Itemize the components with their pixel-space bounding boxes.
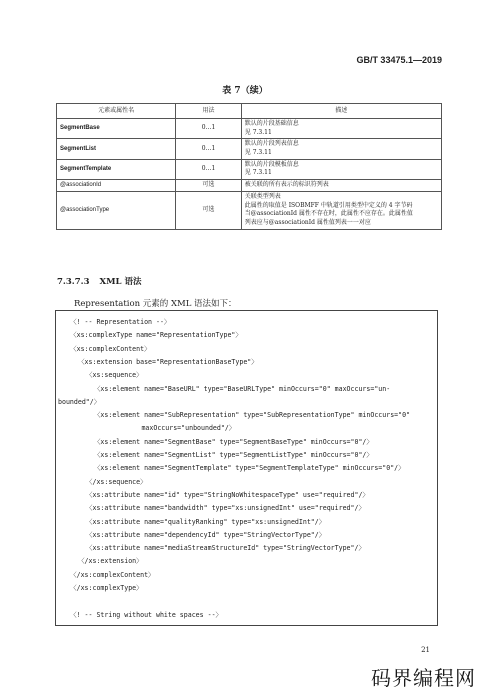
code-line: 〈/xs:complexContent〉 <box>70 570 155 579</box>
table-row <box>57 139 442 159</box>
table-row <box>57 119 442 139</box>
code-line: 〈xs:attribute name="bandwidth" type="xs:unsignedInt" use="required"/〉 <box>70 504 366 513</box>
page-number: 21 <box>421 646 430 654</box>
element-attribute-table <box>56 103 442 230</box>
code-line: maxOccurs="unbounded"/〉 <box>70 424 236 433</box>
row-name: SegmentList <box>57 139 176 159</box>
code-line: 〈xs:element name="BaseURL" type="BaseURLType" minOccurs="0" maxOccurs="un- <box>70 384 391 393</box>
row-description <box>241 191 441 229</box>
document-id: GB/T 33475.1—2019 <box>356 55 442 65</box>
column-header-usage: 用法 <box>176 104 241 119</box>
description-line: 默认的片段模板信息 <box>244 160 299 168</box>
description-line: 此属性的取值是 ISOBMFF 中轨道引用类型中定义的 4 字节码 <box>244 201 413 209</box>
code-line: 〈! -- String without white spaces --〉 <box>70 610 223 619</box>
row-usage: 0…1 <box>176 119 241 139</box>
column-header-description: 描述 <box>241 104 441 119</box>
row-usage: 0…1 <box>176 139 241 159</box>
xml-code-block <box>55 310 438 626</box>
table-row <box>57 191 442 229</box>
section-number: 7.3.7.3 <box>57 277 90 287</box>
code-line: 〈xs:attribute name="qualityRanking" type="xs:unsignedInt"/〉 <box>70 517 326 526</box>
code-line: 〈xs:element name="SegmentList" type="SegmentListType" minOccurs="0"/〉 <box>70 451 373 459</box>
row-description <box>241 180 441 192</box>
table-row <box>57 159 442 179</box>
code-line: bounded"/〉 <box>58 397 101 406</box>
code-line: 〈xs:extension base="RepresentationBaseType"〉 <box>70 357 258 366</box>
section-heading <box>57 275 152 287</box>
description-line: 见 7.3.11 <box>244 128 272 136</box>
row-name: @associationType <box>57 191 176 229</box>
watermark-logo: 码界编程网 <box>371 666 476 690</box>
table-row <box>57 180 442 192</box>
table-caption: 表 7（续） <box>222 86 268 96</box>
description-line: 默认的片段基础信息 <box>244 120 299 127</box>
description-line: 列表应与@associationId 属性值列表一一对应 <box>244 218 371 226</box>
code-line: 〈xs:attribute name="dependencyId" type="StringVectorType"/〉 <box>70 530 326 539</box>
code-line: 〈xs:complexContent〉 <box>70 344 151 353</box>
code-line: 〈/xs:complexType〉 <box>70 584 143 592</box>
code-line: 〈xs:sequence〉 <box>70 371 143 380</box>
row-usage: 可选 <box>176 180 241 192</box>
code-line: 〈/xs:sequence〉 <box>70 477 147 486</box>
row-description <box>241 119 441 139</box>
code-line: 〈xs:element name="SubRepresentation" type="SubRepresentationType" minOccurs="0" <box>70 411 411 420</box>
code-line: 〈xs:attribute name="mediaStreamStructureId" type="StringVectorType"/〉 <box>70 544 366 553</box>
row-usage: 可选 <box>176 191 241 229</box>
row-description <box>241 159 441 179</box>
row-name: @associationId <box>57 180 176 192</box>
code-line: 〈/xs:extension〉 <box>70 557 143 566</box>
intro-text: Representation 元素的 XML 语法如下： <box>74 299 237 309</box>
code-line: 〈! -- Representation --〉 <box>70 318 171 326</box>
row-usage: 0…1 <box>176 159 241 179</box>
code-line: 〈xs:complexType name="RepresentationType"〉 <box>70 331 242 340</box>
code-line: 〈xs:element name="SegmentTemplate" type="SegmentTemplateType" minOccurs="0"/〉 <box>70 464 405 473</box>
description-line: 见 7.3.11 <box>244 169 272 177</box>
column-header-name: 元素或属性名 <box>57 104 176 119</box>
description-line: 默认的片段列表信息 <box>244 140 299 148</box>
description-line: 被关联的所有表示的标识符列表 <box>244 181 329 189</box>
section-title: XML 语法 <box>99 277 142 287</box>
row-name: SegmentTemplate <box>57 159 176 179</box>
code-line: 〈xs:element name="SegmentBase" type="SegmentBaseType" minOccurs="0"/〉 <box>70 437 373 446</box>
row-name: SegmentBase <box>57 119 176 139</box>
table-header-row <box>57 104 442 119</box>
description-line: 当@associationId 属性不存在时，此属性不应存在。此属性值 <box>244 210 413 218</box>
description-line: 关联类型列表 <box>244 192 281 200</box>
code-line: 〈xs:attribute name="id" type="StringNoWhitespaceType" use="required"/〉 <box>70 490 370 499</box>
row-description <box>241 139 441 159</box>
description-line: 见 7.3.11 <box>244 149 272 157</box>
